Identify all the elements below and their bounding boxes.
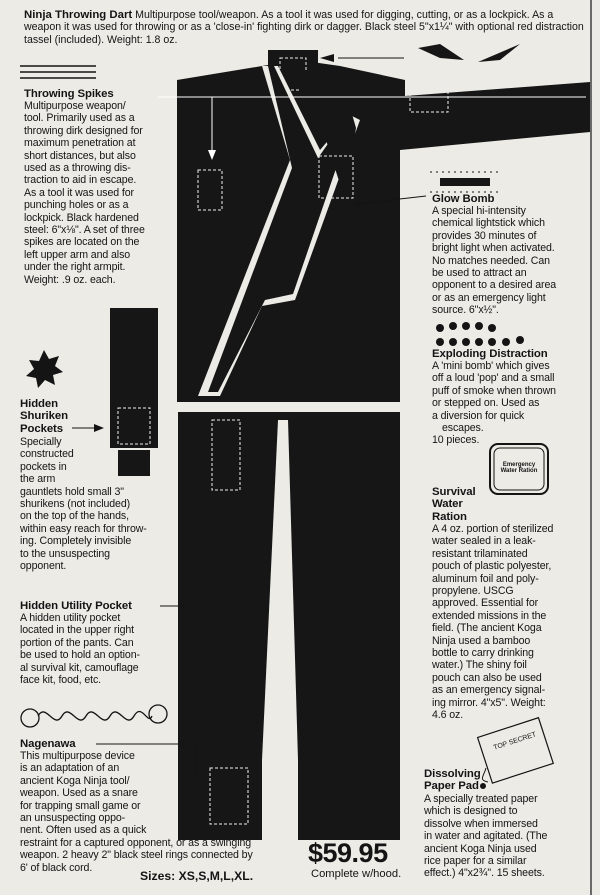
text-line: restraint for a captured opponent, or as a swinging — [20, 836, 252, 849]
text-line: Specially — [20, 436, 62, 448]
spikes-text — [24, 100, 145, 286]
text-line: short distances, but also — [24, 149, 136, 162]
text-line: be used to hold an option- — [20, 649, 140, 662]
dart-heading: Ninja Throwing Dart — [24, 9, 133, 21]
shuriken-text — [20, 436, 147, 572]
text-line: puff of smoke when thrown — [432, 384, 556, 397]
text-line: al survival kit, camouflage — [20, 661, 139, 674]
text-line: left upper arm and also — [24, 248, 131, 261]
water-packet-label — [496, 462, 542, 474]
text-line: within easy reach for throw- — [20, 522, 147, 535]
text-line: pockets in — [20, 460, 67, 473]
text-line: Multipurpose weapon/ — [24, 100, 126, 112]
text-line: used as a throwing dis- — [24, 162, 131, 175]
text-line: on the top of the hands, — [20, 510, 129, 523]
dart-body: Multipurpose tool/weapon. As a tool it was used for digging, cutting, or as a lockpick. As a weapon it was used for throwing or as a 'close-in' fighting dirk or dagger. Black steel 5"x1¼" with optional red distraction tassel (included). Weight: 1.8 oz. — [24, 9, 584, 46]
text-line: A special hi-intensity — [432, 205, 526, 217]
arm-gauntlet — [110, 308, 158, 448]
text-line: bottle to carry drinking — [432, 647, 534, 660]
text-line: As a tool it was used for — [24, 186, 134, 199]
text-line: ancient Koga Ninja tool/ — [20, 774, 130, 787]
text-line: field. (The ancient Koga — [432, 622, 542, 635]
paper-text — [424, 793, 547, 880]
text-line: A specially treated paper — [424, 793, 538, 805]
text-line: ancient Koga Ninja used — [424, 842, 537, 855]
text-line: approved. Essential for — [432, 597, 539, 610]
text-line: Weight: .9 oz. each. — [24, 273, 116, 286]
shuriken-heading — [20, 398, 68, 435]
utility-heading: Hidden Utility Pocket — [20, 600, 132, 612]
text-line: face kit, food, etc. — [20, 674, 102, 687]
paper-pad-label: TOP SECRET — [492, 731, 538, 752]
heading-line: Hidden — [20, 398, 58, 410]
exploding-text — [432, 360, 556, 447]
text-line: No matches needed. Can — [432, 254, 550, 267]
text-line: portion of the pants. Can — [20, 636, 134, 649]
text-line: weapon. Used as a snare — [20, 787, 138, 800]
text-line: spikes are located on the — [24, 236, 140, 249]
text-line: rice paper for a similar — [424, 855, 527, 868]
heading-line: Dissolving — [424, 768, 481, 780]
text-line: traction to aid in escape. — [24, 174, 137, 187]
text-line: punching holes or as a — [24, 199, 129, 212]
text-line: provides 30 minutes of — [432, 229, 537, 242]
exploding-heading: Exploding Distraction — [432, 348, 548, 360]
text-line: propylene. USCG — [432, 585, 514, 598]
text-line: opponent. — [20, 560, 67, 573]
heading-line: Paper Pad — [424, 780, 479, 793]
text-line: 6' of black cord. — [20, 861, 93, 874]
text-line: located in the upper right — [20, 624, 135, 637]
text-line: steel: 6"x⅛". A set of three — [24, 224, 145, 237]
text-line: which is designed to — [424, 805, 518, 818]
text-line: source. 6"x½". — [432, 304, 499, 317]
text-line: escapes. — [442, 422, 484, 435]
text-line: lockpick. Black hardened — [24, 211, 139, 224]
nagenawa-heading: Nagenawa — [20, 738, 76, 750]
text-line: to the unsuspecting — [20, 547, 110, 560]
text-line: A hidden utility pocket — [20, 612, 121, 624]
text-line: 4.6 oz. — [432, 709, 464, 722]
text-line: is an adaptation of an — [20, 762, 120, 775]
text-line: A 4 oz. portion of sterilized — [432, 523, 554, 535]
text-line: tool. Primarily used as a — [24, 112, 135, 125]
text-line: off a loud 'pop' and a small — [432, 372, 555, 385]
text-line: or stepped on. Used as — [432, 397, 540, 410]
exploding-dots — [436, 322, 524, 346]
glow-stick — [440, 178, 490, 186]
heading-line: Pockets — [20, 422, 63, 435]
spikes-heading: Throwing Spikes — [24, 88, 114, 100]
utility-text — [20, 612, 140, 686]
text-line: water sealed in a leak- — [432, 535, 536, 548]
text-line: ing. Completely invisible — [20, 535, 132, 548]
glow-heading: Glow Bomb — [432, 193, 495, 205]
text-line: constructed — [20, 448, 74, 461]
text-line: dissolve when immersed — [424, 817, 538, 830]
text-line: pouch can also be used — [432, 671, 542, 684]
text-line: the arm — [20, 473, 56, 486]
text-line: in water and agitated. (The — [424, 830, 548, 843]
text-line: nent. Often used as a quick — [20, 824, 147, 837]
text-line: 10 pieces. — [432, 434, 480, 447]
text-line: effect.) 4"x2¾". 15 sheets. — [424, 867, 545, 880]
text-line: weapon. 2 heavy 2" black steel rings connected by — [20, 849, 253, 862]
glow-text — [432, 205, 556, 317]
text-line: be used to attract an — [432, 267, 527, 280]
text-line: ing mirror. 4"x5". Weight: — [432, 696, 546, 709]
water-text — [432, 523, 553, 722]
text-line: chemical lightstick which — [432, 217, 545, 230]
text-line: maximum penetration at — [24, 137, 136, 150]
price: $59.95 — [308, 838, 388, 868]
water-heading — [432, 486, 476, 523]
text-line: opponent to a desired area — [432, 279, 557, 292]
label-line: Water Ration — [500, 468, 538, 474]
heading-line: Shuriken — [20, 410, 68, 423]
paper-heading — [424, 768, 481, 793]
paper-pad — [478, 718, 554, 783]
text-line: for trapping small game or — [20, 799, 141, 812]
text-line: water.) The shiny foil — [432, 659, 527, 672]
text-line: throwing dirk designed for — [24, 124, 143, 137]
price-note: Complete w/hood. — [311, 868, 402, 880]
heading-line: Water — [432, 498, 463, 511]
text-line: or as an emergency light — [432, 291, 546, 304]
text-line: as an emergency signal- — [432, 684, 546, 697]
text-line: This multipurpose device — [20, 750, 135, 762]
nagenawa-cord — [21, 705, 167, 727]
text-line: pouch of plastic polyester, — [432, 560, 552, 573]
text-line: a diversion for quick — [432, 409, 525, 422]
text-line: aluminum foil and poly- — [432, 572, 539, 585]
text-line: Ninja used a bamboo — [432, 634, 531, 647]
text-line: gauntlets hold small 3" — [20, 485, 124, 498]
text-line: A 'mini bomb' which gives — [432, 360, 550, 372]
text-line: under the right armpit. — [24, 261, 126, 274]
text-line: resistant trilaminated — [432, 547, 528, 560]
dart-description — [24, 9, 589, 46]
heading-line: Survival — [432, 486, 476, 498]
sizes-label: Sizes: XS,S,M,L,XL. — [140, 869, 254, 883]
shuriken-star — [26, 350, 63, 388]
text-line: extended missions in the — [432, 609, 547, 622]
text-line: shurikens (not included) — [20, 498, 131, 511]
heading-line: Ration — [432, 510, 467, 523]
text-line: an unsuspecting oppo- — [20, 812, 126, 825]
text-line: bright light when activated. — [432, 242, 555, 255]
label-line: Emergency — [502, 462, 536, 468]
throwing-dart — [418, 44, 464, 60]
nagenawa-text — [20, 750, 310, 874]
